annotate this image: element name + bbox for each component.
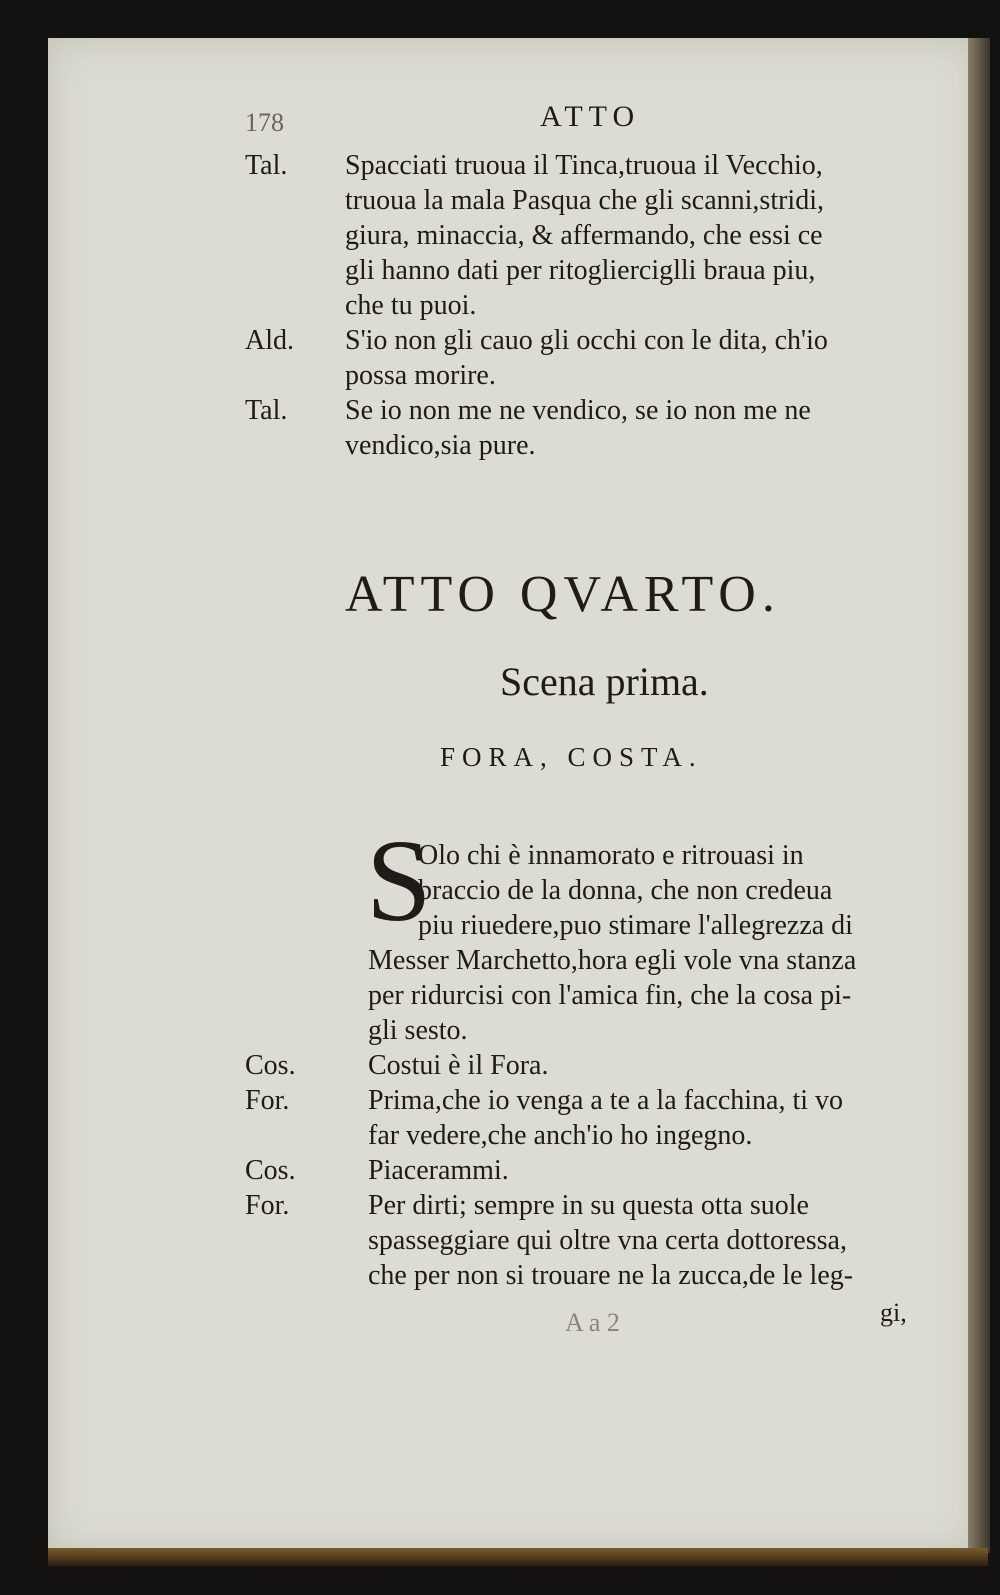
signature-mark: A a 2 bbox=[565, 1308, 620, 1337]
dialogue-line: truoua la mala Pasqua che gli scanni,stridi, bbox=[345, 185, 824, 216]
speaker-label: Tal. bbox=[245, 395, 288, 426]
monologue-line: braccio de la donna, che non credeua bbox=[418, 875, 833, 906]
book-bottom-edge bbox=[48, 1548, 988, 1566]
characters-heading: FORA, COSTA. bbox=[440, 742, 703, 772]
dialogue-line: Per dirti; sempre in su questa otta suole bbox=[368, 1190, 809, 1221]
dialogue-line: S'io non gli cauo gli occhi con le dita, ch'io bbox=[345, 325, 828, 356]
monologue-line: gli sesto. bbox=[368, 1015, 468, 1046]
monologue-line: piu riuedere,puo stimare l'allegrezza di bbox=[418, 910, 853, 941]
speaker-label: For. bbox=[245, 1085, 290, 1116]
speaker-label: Cos. bbox=[245, 1050, 296, 1081]
running-header: ATTO bbox=[540, 100, 641, 133]
dialogue-line: possa morire. bbox=[345, 360, 496, 391]
dialogue-line: Piacerammi. bbox=[368, 1155, 509, 1186]
dialogue-line: Se io non me ne vendico, se io non me ne bbox=[345, 395, 811, 426]
monologue-line: per ridurcisi con l'amica fin, che la cosa pi- bbox=[368, 980, 852, 1011]
dialogue-line: vendico,sia pure. bbox=[345, 430, 536, 461]
dialogue-line: spasseggiare qui oltre vna certa dottoressa, bbox=[368, 1225, 847, 1256]
dialogue-line: che tu puoi. bbox=[345, 290, 477, 321]
dialogue-line: Spacciati truoua il Tinca,truoua il Vecchio, bbox=[345, 150, 823, 181]
folio-number: 178 bbox=[245, 108, 284, 137]
catchword: gi, bbox=[880, 1298, 907, 1327]
act-title: ATTO QVARTO. bbox=[345, 566, 781, 623]
dialogue-line: che per non si trouare ne la zucca,de le leg- bbox=[368, 1260, 854, 1291]
drop-cap: S bbox=[366, 815, 432, 946]
dialogue-line: Costui è il Fora. bbox=[368, 1050, 549, 1081]
dialogue-line: giura, minaccia, & affermando, che essi ce bbox=[345, 220, 823, 251]
speaker-label: For. bbox=[245, 1190, 290, 1221]
monologue-line: Messer Marchetto,hora egli vole vna stanza bbox=[368, 945, 857, 976]
dialogue-line: gli hanno dati per ritoglierciglli braua piu, bbox=[345, 255, 816, 286]
speaker-label: Ald. bbox=[245, 325, 294, 356]
page-edge bbox=[968, 38, 990, 1553]
speaker-label: Tal. bbox=[245, 150, 288, 181]
speaker-label: Cos. bbox=[245, 1155, 296, 1186]
dialogue-line: far vedere,che anch'io ho ingegno. bbox=[368, 1120, 753, 1151]
scene-title: Scena prima. bbox=[500, 659, 709, 704]
monologue-line: Olo chi è innamorato e ritrouasi in bbox=[418, 840, 804, 871]
dialogue-line: Prima,che io venga a te a la facchina, ti vo bbox=[368, 1085, 844, 1116]
